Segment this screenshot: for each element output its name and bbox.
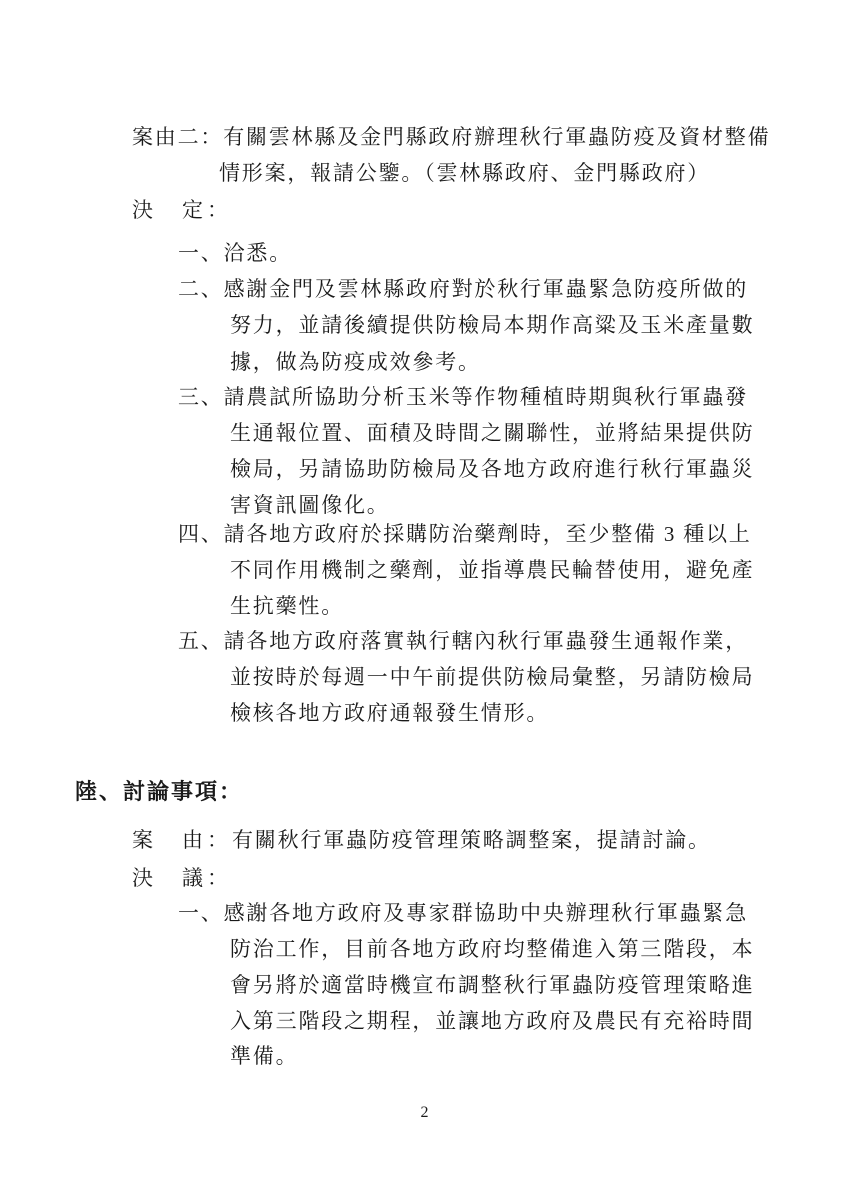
case2-label: 案由二： [132,125,224,149]
decision-item-3-line-2: 生通報位置、面積及時間之關聯性，並將結果提供防 [230,421,755,445]
decision-item-1-line-1 [178,240,292,266]
decision-item-5-text: 請各地方政府落實執行轄內秋行軍蟲發生通報作業， [223,629,749,653]
decision-item-2-line-1 [178,276,748,302]
decision-item-3-text: 請農試所協助分析玉米等作物種植時期與秋行軍蟲發 [223,385,749,409]
decision-item-4-line-1 [178,521,752,547]
decision-item-5-line-2: 並按時於每週一中午前提供防檢局彙整，另請防檢局 [230,665,755,689]
decision-item-4-number: 四、 [178,522,224,546]
decision-item-2-text: 感謝金門及雲林縣政府對於秋行軍蟲緊急防疫所做的 [223,277,749,301]
case2-line-1 [132,124,770,150]
decision-label: 決 定： [132,198,232,222]
decision-item-4-line-2: 不同作用機制之藥劑，並指導農民輪替使用，避免產 [230,558,755,582]
case2-line-2: 情形案，報請公鑒。（雲林縣政府、金門縣政府） [219,161,711,185]
resolution-item-1-number: 一、 [178,901,224,925]
decision-item-2-line-2: 努力，並請後續提供防檢局本期作高粱及玉米產量數 [230,313,755,337]
resolution-item-1-line-4: 入第三階段之期程，並讓地方政府及農民有充裕時間 [230,1009,755,1033]
decision-item-2-number: 二、 [178,277,224,301]
decision-item-3-line-1 [178,384,748,410]
discussion-case-line [132,827,711,853]
resolution-item-1-line-2: 防治工作，目前各地方政府均整備進入第三階段，本 [230,937,755,961]
decision-item-1-text: 洽悉。 [223,241,293,265]
decision-item-4-line-3: 生抗藥性。 [230,594,344,618]
decision-item-3-line-3: 檢局，另請協助防檢局及各地方政府進行秋行軍蟲災 [230,457,755,481]
decision-item-5-number: 五、 [178,629,224,653]
decision-item-3-number: 三、 [178,385,224,409]
resolution-item-1-text: 感謝各地方政府及專家群協助中央辦理秋行軍蟲緊急 [223,901,749,925]
decision-item-1-number: 一、 [178,241,224,265]
decision-item-2-line-3: 據，做為防疫成效參考。 [230,350,481,374]
decision-item-4-text: 請各地方政府於採購防治藥劑時，至少整備 3 種以上 [223,522,752,546]
discussion-case-text: 有關秋行軍蟲防疫管理策略調整案，提請討論。 [232,828,711,852]
case2-text-line1: 有關雲林縣及金門縣政府辦理秋行軍蟲防疫及資材整備 [223,125,771,149]
discussion-section-heading: 陸、討論事項： [75,779,244,804]
discussion-case-label: 案 由： [132,828,232,852]
resolution-item-1-line-5: 準備。 [230,1044,299,1068]
resolution-item-1-line-3: 會另將於適當時機宣布調整秋行軍蟲防疫管理策略進 [230,973,755,997]
page-number: 2 [420,1104,429,1121]
decision-item-3-line-4: 害資訊圖像化。 [230,493,390,517]
decision-item-5-line-3: 檢核各地方政府通報發生情形。 [230,701,550,725]
resolution-label: 決 議： [132,866,232,890]
decision-item-5-line-1 [178,628,748,654]
resolution-item-1-line-1 [178,900,748,926]
